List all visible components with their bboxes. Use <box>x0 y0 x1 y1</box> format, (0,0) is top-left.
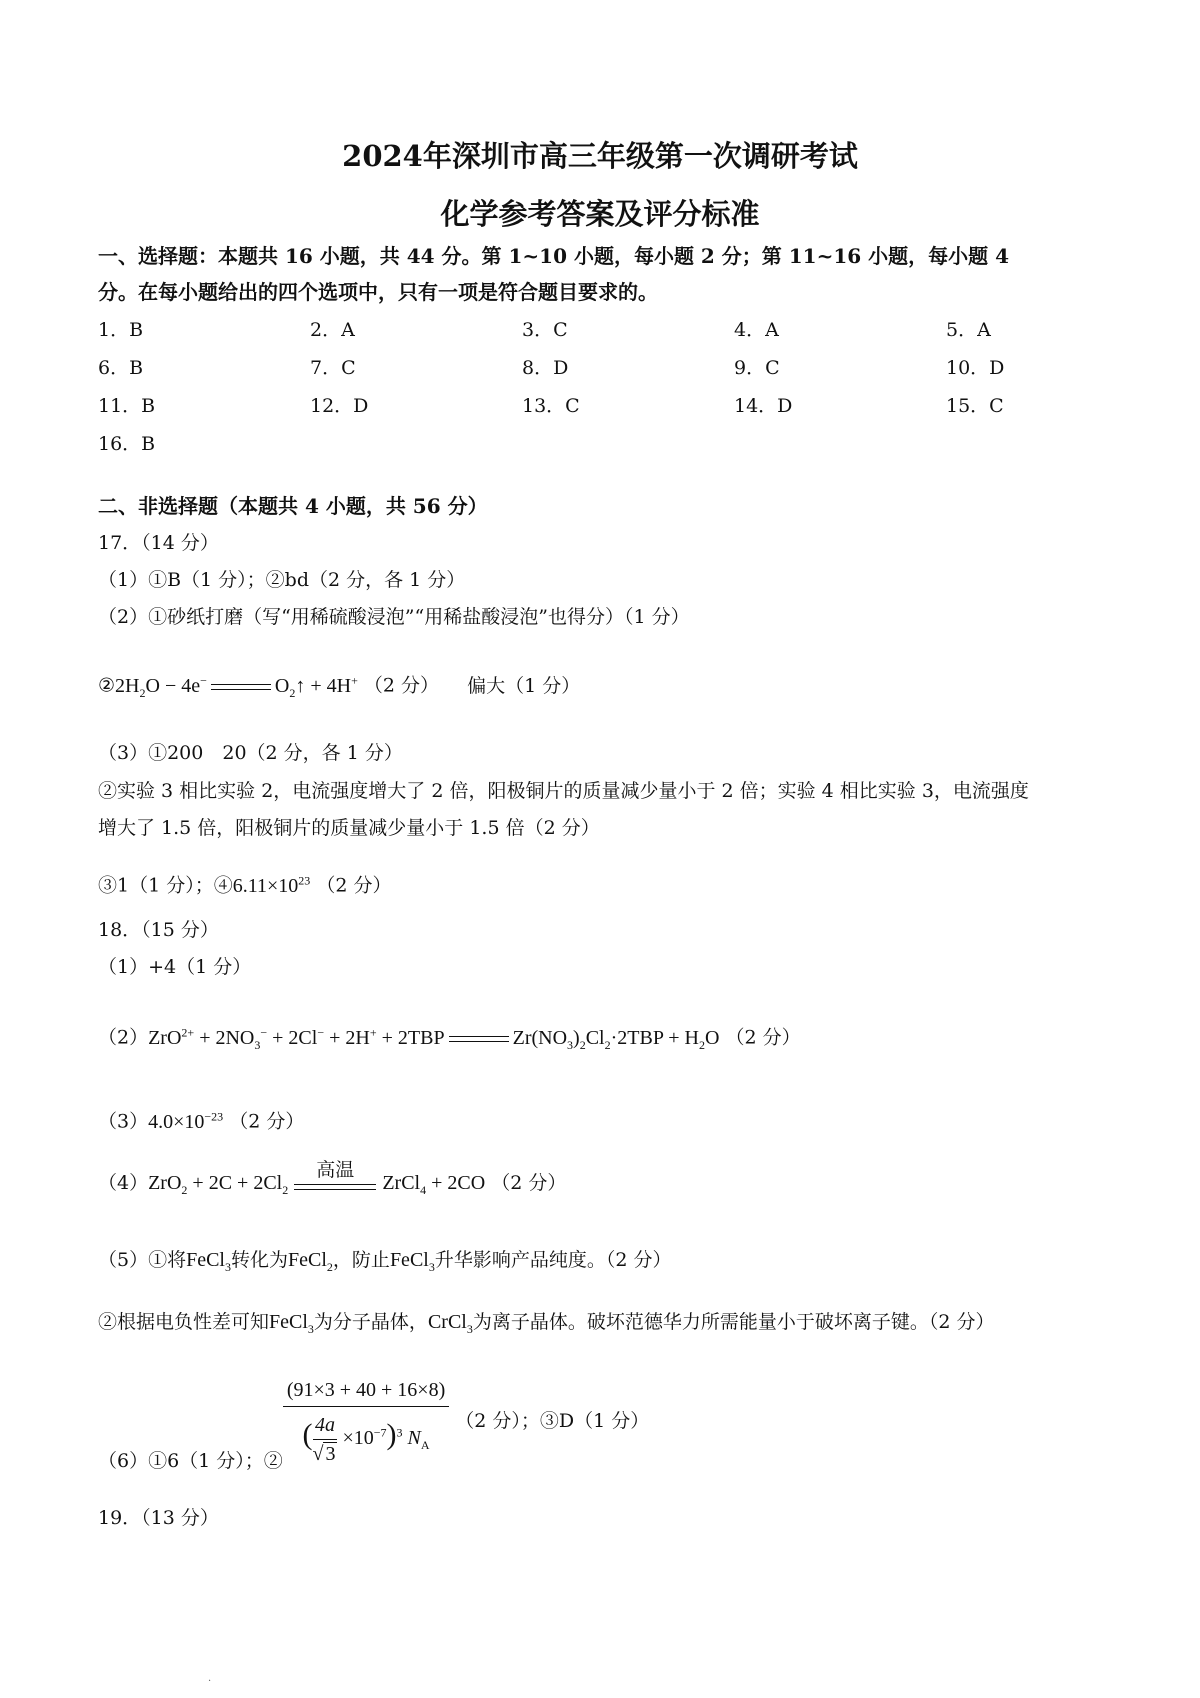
q17-part3-answers: ③1（1 分）；$④6.11\times 10^{23}$ （2 分） <box>98 873 392 897</box>
answer-item: 11．B <box>98 394 156 417</box>
answer-row <box>98 423 1158 461</box>
chlorination-equation: $ZrO_2 + 2C + 2Cl_2$ <box>148 1172 289 1197</box>
q18-part2: $(2)ZrO^{2+} + 2NO_3^- + 2Cl^- + 2H^+ + 2TBP$ $Zr(NO_3)_2Cl_2\cdot 2TBP + H_2O$ （2 分） <box>98 1025 801 1052</box>
q17-part1: （1）①B（1 分）；②bd（2 分，各 1 分） <box>98 569 466 591</box>
q17-part2: （2）①砂纸打磨（写“用稀硫酸浸泡”“用稀盐酸浸泡”也得分）（1 分） <box>98 606 690 628</box>
score: （2 分） <box>229 1110 305 1133</box>
avogadro-value: $6.11\times 10^{23}$ <box>232 873 311 897</box>
q17-part3: （3）①200 20（2 分，各 1 分） <box>98 742 403 764</box>
extraction-equation: $ZrO^{2+} + 2NO_3^- + 2Cl^- + 2H^+ + 2TBP$ $Zr(NO_3)_2Cl_2\cdot 2TBP + H_2O$ <box>148 1025 720 1052</box>
answer-row <box>98 385 1158 423</box>
section1-heading-line1: 一、选择题：本题共 16 小题，共 44 分。第 1~10 小题，每小题 2 分；第 11~16 小题，每小题 4 <box>98 244 1010 268</box>
answer-item: 12．D <box>310 394 369 417</box>
score: （2 分） <box>491 1172 567 1194</box>
q19-heading: 19．（13 分） <box>98 1507 219 1529</box>
answer-item: 9．C <box>734 356 780 379</box>
density-formula: (91×3 + 40 + 16×8) ( $\frac{4a}{√ 3}$ $\times 10^{-7})^3$ $N_A$ <box>283 1378 449 1466</box>
score: （2 分） <box>316 874 392 897</box>
answer-item: 1．B <box>98 318 144 341</box>
score: （2 分） <box>725 1026 801 1049</box>
q17-part3-explain-1: ②实验 3 相比实验 2，电流强度增大了 2 倍，阳极铜片的质量减少量小于 2 倍；实验 4 相比实验 3，电流强度 <box>98 780 1029 802</box>
ksp-value: $4.0\times 10^{-23}$ <box>148 1109 224 1133</box>
answer-item: 4．A <box>734 318 779 341</box>
q17-answer-bias: 偏大（1 分） <box>467 674 581 697</box>
answer-row <box>98 309 1158 347</box>
anode-equation: $2H_2O - 4e^-$ $O_2↑ + 4H^+$ <box>115 673 358 700</box>
reaction-condition: 高温 <box>294 1158 376 1190</box>
answer-item: 6．B <box>98 356 144 379</box>
answer-item: 5．A <box>946 318 991 341</box>
q18-part3: $(3)4.0\times 10^{-23}$ （2 分） <box>98 1109 305 1133</box>
answer-row <box>98 347 1158 385</box>
q17-part2-equation-line <box>98 668 580 705</box>
q18-part4: $(4)ZrO_2 + 2C + 2Cl_2$ 高温 ZrCl$_4$ + 2CO （2 分） <box>98 1159 567 1197</box>
q18-heading: 18．（15 分） <box>98 919 219 941</box>
score: （2 分） <box>363 674 440 697</box>
q18-part5-2: ②根据电负性差可知FeCl$_3$为分子晶体，CrCl$_3$为离子晶体。破坏范德华力所需能量小于破坏离子键。（2 分） <box>98 1311 995 1336</box>
q17-part3-explain-2: 增大了 1.5 倍，阳极铜片的质量减少量小于 1.5 倍（2 分） <box>98 817 600 839</box>
answer-item: 14．D <box>734 394 793 417</box>
page-title: 2024年深圳市高三年级第一次调研考试 <box>342 139 858 173</box>
page-mark: · <box>208 1676 212 1687</box>
page-subtitle: 化学参考答案及评分标准 <box>440 197 760 231</box>
answer-item: 15．C <box>946 394 1004 417</box>
q18-part1: （1）+4（1 分） <box>98 956 252 978</box>
answer-item: 7．C <box>310 356 356 379</box>
answer-item: 3．C <box>522 318 568 341</box>
answer-item: 10．D <box>946 356 1005 379</box>
q18-part6: （6）①6（1 分）；② (91×3 + 40 + 16×8) ( $\frac{4a}{√ 3}$ $\times 10^{-7})^3$ $N_A$ （2 分）；③D（1 分） <box>98 1379 650 1472</box>
answer-item: 2．A <box>310 318 355 341</box>
q18-part5-1: （5）①将FeCl$_3$转化为FeCl$_2$，防止FeCl$_3$升华影响产品纯度。（2 分） <box>98 1249 672 1274</box>
section2-heading: 二、非选择题（本题共 4 小题，共 56 分） <box>98 494 488 518</box>
answer-item: 8．D <box>522 356 569 379</box>
answer-item: 16．B <box>98 432 156 455</box>
answer-item: 13．C <box>522 394 580 417</box>
circled-number: ② <box>98 674 116 697</box>
answer-grid <box>98 309 1158 461</box>
section1-heading-line2: 分。在每小题给出的四个选项中，只有一项是符合题目要求的。 <box>98 280 658 304</box>
q17-heading: 17．（14 分） <box>98 532 219 554</box>
score: （2 分）；③D（1 分） <box>455 1410 650 1432</box>
